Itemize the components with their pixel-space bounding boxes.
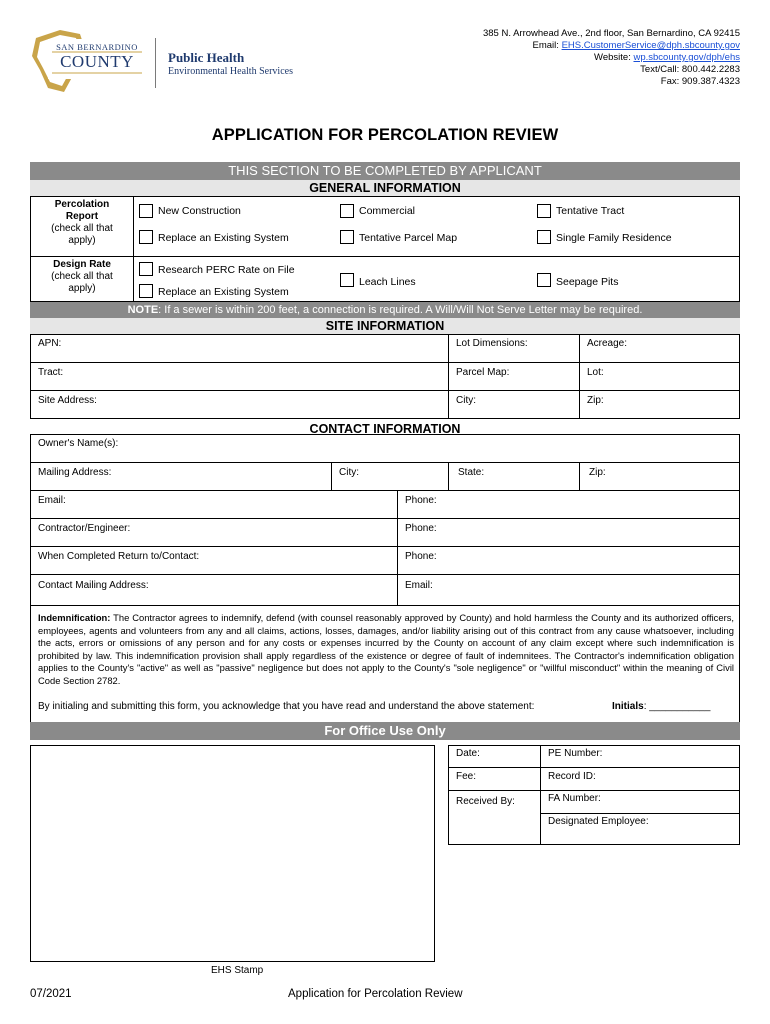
record-id-label: Record ID:	[548, 771, 596, 782]
tentative-tract-checkbox[interactable]	[537, 204, 551, 218]
email-line	[483, 40, 740, 52]
grid-line	[448, 790, 740, 791]
grid-line	[30, 490, 740, 491]
mailing-zip-label: Zip:	[589, 467, 606, 478]
replace-existing-design-label: Replace an Existing System	[158, 286, 289, 298]
apn-label: APN:	[38, 338, 62, 349]
initials-line: : ___________	[643, 701, 711, 712]
seal-top-text: SAN BERNARDINO	[56, 42, 138, 52]
site-address-label: Site Address:	[38, 395, 97, 406]
replace-existing-checkbox[interactable]	[139, 230, 153, 244]
general-info-heading: GENERAL INFORMATION	[30, 180, 740, 196]
commercial-checkbox[interactable]	[340, 204, 354, 218]
footer-date-code: 07/2021	[30, 988, 72, 1000]
seepage-pits-label: Seepage Pits	[556, 276, 619, 288]
mailing-city-label: City:	[339, 467, 359, 478]
single-family-label: Single Family Residence	[556, 232, 672, 244]
applicant-section-bar: THIS SECTION TO BE COMPLETED BY APPLICANT	[30, 162, 740, 180]
grid-line	[331, 462, 332, 490]
note-text: : If a sewer is within 200 feet, a connection is required. A Will/Will Not Serve Letter may be required.	[158, 304, 643, 316]
contact-email-label: Email:	[405, 580, 433, 591]
grid-line	[30, 390, 740, 391]
department-title: Public Health	[168, 50, 245, 65]
department-subtitle: Environmental Health Services	[168, 66, 293, 77]
acknowledge-text: By initialing and submitting this form, you acknowledge that you have read and understand the above statement:	[38, 701, 535, 712]
grid-line	[30, 462, 740, 463]
ehs-stamp-area	[30, 745, 435, 962]
new-construction-label: New Construction	[158, 205, 241, 217]
leach-lines-label: Leach Lines	[359, 276, 416, 288]
grid-line	[30, 362, 740, 363]
website-label: Website:	[594, 52, 634, 63]
initials-label: Initials	[612, 701, 644, 712]
email-link[interactable]: EHS.CustomerService@dph.sbcounty.gov	[561, 40, 740, 51]
replace-existing-label: Replace an Existing System	[158, 232, 289, 244]
return-phone-label: Phone:	[405, 551, 437, 562]
grid-line	[579, 462, 580, 490]
return-contact-label: When Completed Return to/Contact:	[38, 551, 200, 562]
indemnification-label: Indemnification:	[38, 612, 111, 623]
fee-label: Fee:	[456, 771, 477, 782]
lot-dimensions-label: Lot Dimensions:	[456, 338, 528, 349]
contractor-phone-label: Phone:	[405, 523, 437, 534]
tentative-parcel-map-label: Tentative Parcel Map	[359, 232, 458, 244]
phone-field-label: Phone:	[405, 495, 437, 506]
seepage-pits-checkbox[interactable]	[537, 273, 551, 287]
contractor-label: Contractor/Engineer:	[38, 523, 131, 534]
grid-line	[579, 334, 580, 419]
office-date-label: Date:	[456, 748, 480, 759]
received-by-label: Received By:	[456, 796, 515, 807]
email-label: Email:	[532, 40, 562, 51]
parcel-map-label: Parcel Map:	[456, 367, 510, 378]
website-line	[483, 52, 740, 64]
perc-report-label	[34, 199, 130, 247]
office-use-bar: For Office Use Only	[30, 722, 740, 740]
grid-line	[448, 462, 449, 490]
pe-number-label: PE Number:	[548, 748, 603, 759]
seal-main-text: COUNTY	[60, 52, 134, 71]
grid-line	[133, 196, 134, 302]
fa-number-label: FA Number:	[548, 793, 601, 804]
textcall-text: Text/Call: 800.442.2283	[640, 64, 740, 75]
fax-text: Fax: 909.387.4323	[660, 76, 740, 87]
perc-report-label-line4: apply)	[68, 235, 96, 246]
indemnification-paragraph	[38, 612, 734, 688]
design-rate-label-line3: apply)	[68, 283, 96, 294]
initials-field[interactable]	[612, 701, 710, 712]
commercial-label: Commercial	[359, 205, 416, 217]
tract-label: Tract:	[38, 367, 64, 378]
lot-label: Lot:	[587, 367, 604, 378]
grid-line	[397, 490, 398, 606]
contact-info-heading: CONTACT INFORMATION	[309, 422, 461, 436]
contact-block	[483, 28, 740, 88]
research-perc-checkbox[interactable]	[139, 262, 153, 276]
grid-line	[30, 546, 740, 547]
design-rate-label	[34, 259, 130, 295]
grid-line	[30, 256, 740, 257]
leach-lines-checkbox[interactable]	[340, 273, 354, 287]
design-rate-label-line1: Design Rate	[53, 259, 111, 270]
research-perc-label: Research PERC Rate on File	[158, 264, 295, 276]
design-rate-label-line2: (check all that	[51, 271, 113, 282]
mailing-state-label: State:	[458, 467, 485, 478]
grid-line	[30, 518, 740, 519]
site-info-heading: SITE INFORMATION	[30, 318, 740, 334]
sewer-note-bar	[30, 302, 740, 318]
perc-report-label-line3: (check all that	[51, 223, 113, 234]
perc-report-label-line2: Report	[65, 211, 99, 222]
acreage-label: Acreage:	[587, 338, 628, 349]
replace-existing-design-checkbox[interactable]	[139, 284, 153, 298]
indemnification-text: The Contractor agrees to indemnify, defend (with counsel reasonably approved by County) and hold harmless the County and its authorized officers, employees, agents and volunteers from any and all claims, actions, losses, damages, and/or liability arising out of this contract from any cause whatsoever, including the acts, errors or omissions of any person and for any costs or expenses incurred by the County on account of any claim except where such indemnification is prohibited by law. This indemnification provision shall apply regardless of the existence or degree of fault of indemnitees. The Contractor's indemnification obligation applies to the County's "active" as well as "passive" negligence but does not apply to the County's "sole negligence" or "willful misconduct" within the meaning of Civil Code Section 2782.	[38, 612, 734, 686]
site-info-table	[30, 334, 740, 419]
owners-name-label: Owner's Name(s):	[38, 438, 119, 449]
grid-line	[30, 574, 740, 575]
page-title: APPLICATION FOR PERCOLATION REVIEW	[211, 126, 559, 144]
grid-line	[540, 745, 541, 845]
designated-employee-label: Designated Employee:	[548, 816, 649, 827]
grid-line	[448, 334, 449, 419]
site-zip-label: Zip:	[587, 395, 604, 406]
perc-report-label-line1: Percolation	[54, 199, 110, 210]
new-construction-checkbox[interactable]	[139, 204, 153, 218]
header-divider	[155, 38, 156, 88]
footer-doc-title: Application for Percolation Review	[288, 988, 463, 1000]
note-label: NOTE	[127, 304, 159, 316]
grid-line	[540, 813, 740, 814]
tentative-parcel-map-checkbox[interactable]	[340, 230, 354, 244]
website-link[interactable]: wp.sbcounty.gov/dph/ehs	[633, 52, 740, 63]
tentative-tract-label: Tentative Tract	[556, 205, 625, 217]
ehs-stamp-label: EHS Stamp	[211, 965, 264, 976]
grid-line	[448, 767, 740, 768]
site-city-label: City:	[456, 395, 476, 406]
mailing-address-label: Mailing Address:	[38, 467, 112, 478]
address-text: 385 N. Arrowhead Ave., 2nd floor, San Bernardino, CA 92415	[482, 28, 740, 39]
single-family-checkbox[interactable]	[537, 230, 551, 244]
email-field-label: Email:	[38, 495, 66, 506]
county-logo	[30, 30, 148, 94]
contact-mailing-label: Contact Mailing Address:	[38, 580, 149, 591]
